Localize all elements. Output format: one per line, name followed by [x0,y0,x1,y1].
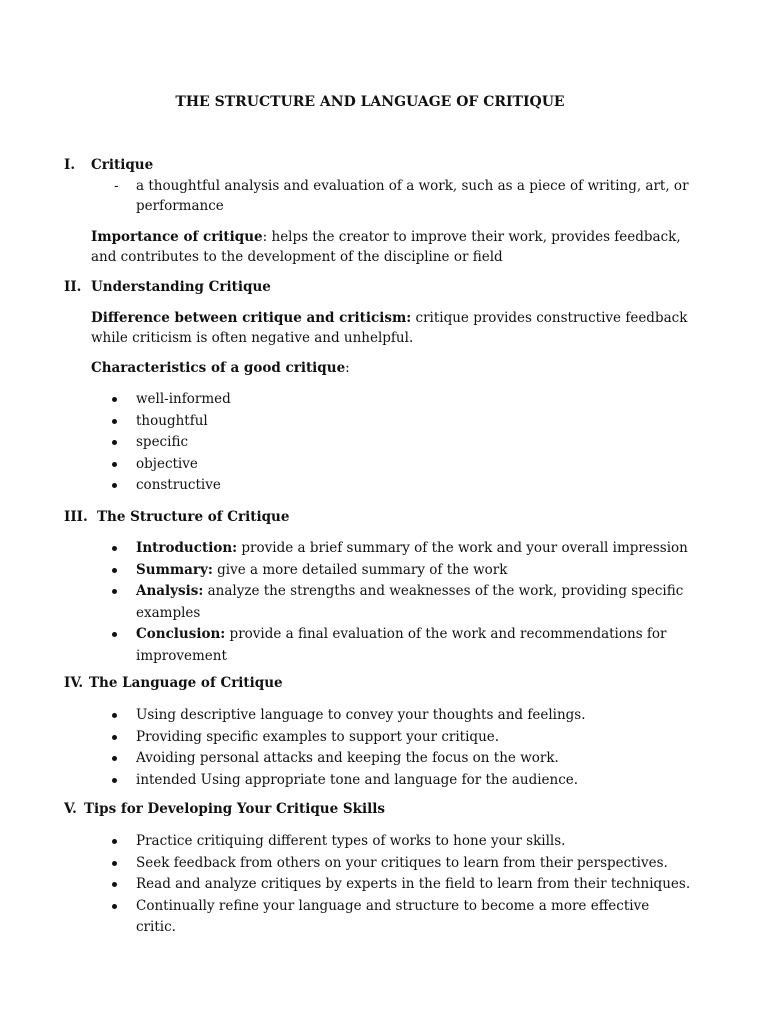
list-item [91,624,691,667]
bullet-icon [112,735,117,740]
list-item-text: intended Using appropriate tone and language for the audience. [136,771,579,788]
bullet-icon [112,589,117,594]
list-item-text: give a more detailed summary of the work [212,561,508,578]
bullet-icon [112,568,117,573]
list-item [91,896,691,939]
characteristics-label: Characteristics of a good critique [91,360,346,376]
list-item [91,705,691,727]
section-3-number: III. [64,509,88,525]
difference-paragraph [91,308,691,348]
document-title: THE STRUCTURE AND LANGUAGE OF CRITIQUE [175,94,565,110]
dash-marker: - [114,178,119,194]
bullet-icon [112,861,117,866]
list-item-text: Avoiding personal attacks and keeping the focus on the work. [136,750,559,766]
critique-definition-text: a thoughtful analysis and evaluation of a work, such as a piece of writing, art, or performance [136,178,689,214]
difference-label: Difference between critique and criticism: [91,310,412,326]
list-item [91,454,691,476]
section-1-number: I. [64,157,76,173]
importance-text: : helps the creator to improve their work, provides feedback, and contributes to the development of the discipline or field [91,229,681,265]
list-item-text: Seek feedback from others on your critiques to learn from their perspectives. [136,854,668,871]
list-item-text: Providing specific examples to support your critique. [136,728,500,745]
list-item [91,874,691,896]
difference-text: critique provides constructive feedback while criticism is often negative and unhelpful. [91,310,688,346]
section-5-number: V. [64,801,77,817]
bullet-icon [112,713,117,718]
bullet-icon [112,397,117,402]
list-item [91,560,691,582]
bullet-icon [112,440,117,445]
structure-list [91,538,691,667]
list-item [91,853,691,875]
list-item [91,411,691,433]
characteristics-colon: : [345,360,350,376]
bullet-icon [112,546,117,551]
importance-paragraph [91,227,691,267]
section-2-title: Understanding Critique [91,279,271,295]
list-item [91,538,691,560]
critique-definition [114,176,694,216]
section-3-heading [64,507,289,527]
list-item-text: well-informed [136,391,231,407]
section-2-heading [64,277,271,297]
list-item [91,770,691,792]
list-item [91,475,691,497]
list-item-label: Analysis: [136,583,204,599]
list-item [91,389,691,411]
section-3-title: The Structure of Critique [97,509,290,525]
section-4-heading [64,673,283,693]
list-item [91,581,691,624]
characteristics-heading [91,358,691,378]
list-item-text: Read and analyze critiques by experts in the field to learn from their techniques. [136,876,691,892]
list-item-text: objective [136,455,198,472]
list-item [91,831,691,853]
list-item [91,727,691,749]
importance-label: Importance of critique [91,229,263,245]
bullet-icon [112,632,117,637]
list-item-text: provide a final evaluation of the work and recommendations for improvement [136,626,667,664]
section-1-heading [64,155,153,175]
list-item-text: specific [136,434,189,450]
list-item-text: constructive [136,477,221,493]
section-5-title: Tips for Developing Your Critique Skills [84,801,386,817]
bullet-icon [112,882,117,887]
list-item-text: provide a brief summary of the work and your overall impression [237,540,688,556]
list-item-text: Continually refine your language and structure to become a more effective critic. [136,897,650,935]
bullet-icon [112,778,117,783]
section-5-heading [64,799,385,819]
list-item-text: Practice critiquing different types of works to hone your skills. [136,833,566,849]
bullet-icon [112,756,117,761]
list-item [91,748,691,770]
list-item-text: analyze the strengths and weaknesses of the work, providing specific examples [136,583,684,621]
list-item-label: Conclusion: [136,626,226,642]
language-list [91,705,691,791]
list-item-label: Introduction: [136,540,238,556]
bullet-icon [112,419,117,424]
section-2-number: II. [64,279,82,295]
section-1-title: Critique [91,157,154,173]
list-item-label: Summary: [136,561,213,578]
bullet-icon [112,904,117,909]
section-4-title: The Language of Critique [89,675,283,691]
list-item [91,432,691,454]
bullet-icon [112,462,117,467]
list-item-text: thoughtful [136,412,208,429]
bullet-icon [112,839,117,844]
tips-list [91,831,691,939]
section-4-number: IV. [64,675,84,691]
list-item-text: Using descriptive language to convey your thoughts and feelings. [136,707,586,723]
characteristics-list [91,389,691,497]
bullet-icon [112,483,117,488]
